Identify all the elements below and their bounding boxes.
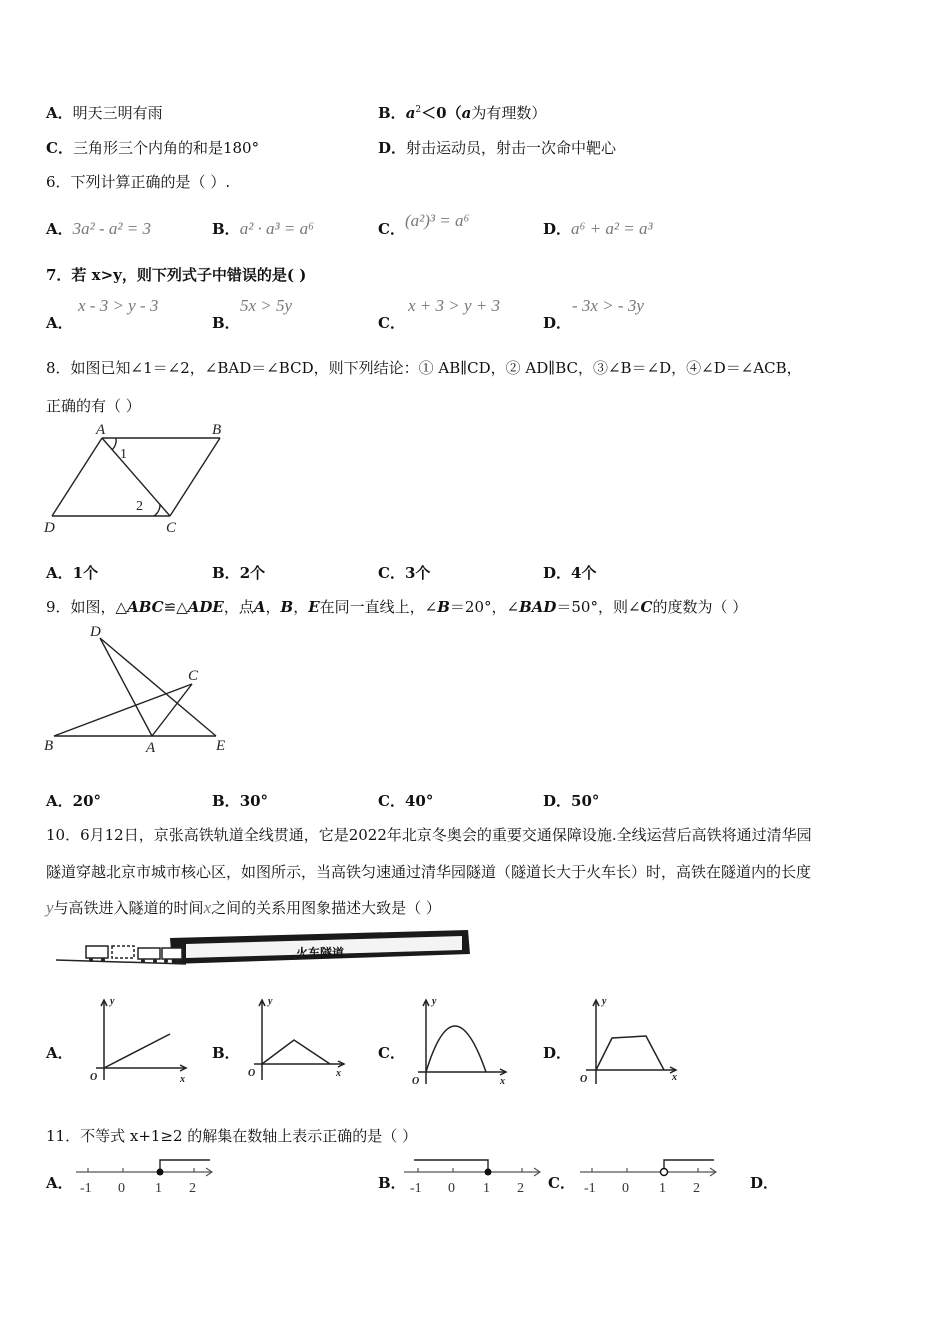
axis-y: y	[602, 996, 607, 1007]
option-letter: C．	[378, 220, 405, 238]
option-text: 30°	[239, 792, 269, 810]
option-letter: C．	[378, 564, 405, 582]
q10-graph-d	[576, 996, 686, 1088]
stem-text: 在同一直线上，∠	[319, 598, 438, 616]
option-text: 2个	[239, 564, 266, 582]
tick-label: 0	[448, 1181, 455, 1196]
q8-option-b	[212, 562, 265, 583]
tick-label: 1	[659, 1181, 666, 1196]
stem-text: ，	[293, 598, 309, 616]
q7-option-a-letter: A．	[46, 314, 73, 332]
segment-da	[52, 438, 102, 516]
option-letter: C．	[378, 792, 405, 810]
option-letter: D．	[543, 564, 572, 582]
stem-text: 9．如图，	[46, 598, 116, 616]
q11-option-c-letter: C．	[548, 1174, 575, 1192]
q11-option-d-letter: D．	[750, 1174, 779, 1192]
graph-curve	[426, 1026, 486, 1072]
origin: O	[248, 1068, 256, 1079]
q11-option-a-letter: A．	[46, 1174, 73, 1192]
q10-graph-a	[86, 996, 196, 1088]
q8-parallelogram-figure	[40, 420, 230, 538]
stem-text: ，点	[223, 598, 254, 616]
q9-stem	[46, 596, 747, 617]
train-car-2	[112, 946, 134, 958]
q11-number-line-b	[402, 1154, 548, 1198]
q9-option-a	[46, 790, 101, 811]
angle-bad: BAD	[519, 598, 557, 616]
q10-option-b-letter: B．	[212, 1044, 240, 1062]
graph-line	[262, 1040, 330, 1064]
option-letter: B．	[212, 564, 240, 582]
q7-option-a-expression: x - 3 > y - 3	[78, 296, 159, 315]
option-letter: A．	[46, 792, 73, 810]
triangle-abc: △ABC	[115, 598, 164, 616]
stem-text: ＝50°，则∠	[556, 598, 641, 616]
angle-1-arc	[112, 438, 116, 450]
graph-line	[104, 1034, 170, 1068]
point-a: A	[253, 598, 266, 616]
solution-ray	[414, 1160, 488, 1172]
q8-option-c	[378, 562, 430, 583]
option-text: 50°	[571, 792, 600, 810]
origin: O	[412, 1076, 420, 1087]
label-c: C	[166, 520, 177, 536]
tick-label: 1	[155, 1181, 162, 1196]
q10-stem-line2: 隧道穿越北京市城市核心区，如图所示，当高铁匀速通过清华园隧道（隧道长大于火车长）时，高铁在隧道内的长度	[46, 863, 812, 881]
var-a: a	[461, 104, 472, 122]
tick-label: 0	[622, 1181, 629, 1196]
stem-text: ，	[265, 598, 281, 616]
q11-number-line-a	[74, 1154, 220, 1198]
origin: O	[90, 1072, 98, 1083]
q7-option-b-expression: 5x > 5y	[240, 296, 293, 315]
angle-2-arc	[154, 504, 160, 516]
axis-x: x	[336, 1068, 341, 1079]
segment-bc	[170, 438, 220, 516]
option-text: 20°	[72, 792, 102, 810]
option-letter: D．	[378, 139, 407, 157]
q9-option-d	[543, 790, 599, 811]
q8-stem-line1: 8．如图已知∠1＝∠2，∠BAD＝∠BCD，则下列结论：① AB∥CD，② AD∥BC，③∠B＝∠D，④∠D＝∠ACB，	[46, 359, 802, 377]
q10-stem-line3	[46, 897, 441, 918]
q10-option-a-letter: A．	[46, 1044, 73, 1062]
label-a: A	[96, 422, 106, 438]
q5-option-b	[378, 102, 546, 123]
q7-option-b-letter: B．	[212, 314, 240, 332]
option-text: 三角形三个内角的和是180°	[72, 139, 260, 157]
angle-b: B	[437, 598, 450, 616]
q6-option-d	[543, 218, 653, 239]
label-b: B	[212, 422, 222, 438]
segment-da	[100, 638, 152, 736]
option-expression: 3a² - a² = 3	[72, 219, 151, 238]
option-letter: B．	[212, 220, 240, 238]
option-text: 明天三明有雨	[72, 104, 163, 122]
tick-label: 1	[483, 1181, 490, 1196]
option-letter: B．	[212, 792, 240, 810]
solution-ray	[664, 1160, 714, 1168]
open-endpoint	[661, 1169, 668, 1176]
tick-label: 0	[118, 1181, 125, 1196]
closed-endpoint	[157, 1169, 164, 1176]
q11-number-line-c	[578, 1154, 724, 1198]
q8-stem-line2: 正确的有（ ）	[46, 397, 141, 415]
q7-option-c-expression: x + 3 > y + 3	[408, 296, 501, 315]
tick-label: 2	[693, 1181, 700, 1196]
tick-label: -1	[80, 1181, 92, 1196]
train-car-4	[162, 948, 182, 959]
axis-y: y	[432, 996, 437, 1007]
option-letter: A．	[46, 564, 73, 582]
triangle-ade: △ADE	[176, 598, 224, 616]
label-angle-2: 2	[136, 499, 143, 514]
origin: O	[580, 1074, 588, 1085]
option-expression: a² · a³ = a⁶	[239, 219, 315, 238]
q7-option-c-letter: C．	[378, 314, 405, 332]
point-b: B	[280, 598, 294, 616]
option-text: ＜0（	[421, 104, 462, 122]
option-text: 射击运动员，射击一次命中靶心	[406, 139, 617, 157]
option-letter: A．	[46, 220, 73, 238]
label-b: B	[44, 738, 54, 754]
var-y: y	[46, 898, 54, 917]
q9-triangle-figure	[40, 622, 240, 758]
axis-y: y	[110, 996, 115, 1007]
q7-option-d-expression: - 3x > - 3y	[572, 296, 644, 315]
option-text: 40°	[404, 792, 434, 810]
tick-label: 2	[517, 1181, 524, 1196]
stem-text: 与高铁进入隧道的时间	[53, 899, 204, 917]
tick-label: -1	[584, 1181, 596, 1196]
option-text: 为有理数）	[471, 104, 547, 122]
graph-line	[596, 1036, 664, 1070]
train-car-1	[86, 946, 108, 958]
q7-stem: 7．若 x>y，则下列式子中错误的是( )	[46, 266, 307, 284]
q6-stem: 6．下列计算正确的是（ ）.	[46, 173, 231, 191]
label-angle-1: 1	[120, 447, 127, 462]
label-d: D	[90, 624, 101, 640]
tick-label: 2	[189, 1181, 196, 1196]
angle-c: C	[640, 598, 653, 616]
q6-option-a	[46, 218, 151, 239]
q5-option-c	[46, 137, 259, 158]
segment-de	[100, 638, 216, 736]
option-letter: B．	[378, 104, 406, 122]
axis-x: x	[180, 1074, 185, 1085]
q6-option-c	[378, 210, 470, 238]
q6-option-b	[212, 218, 314, 239]
point-e: E	[308, 598, 320, 616]
stem-text: 的度数为（ ）	[652, 598, 748, 616]
q10-stem-line1: 10．6月12日，京张高铁轨道全线贯通，它是2022年北京冬奥会的重要交通保障设施.全线运营后高铁将通过清华园	[46, 826, 812, 844]
option-letter: D．	[543, 220, 572, 238]
q10-option-d-letter: D．	[543, 1044, 572, 1062]
closed-endpoint	[485, 1169, 492, 1176]
stem-text: ＝20°，∠	[449, 598, 520, 616]
tunnel-label: 火车隧道	[296, 946, 345, 960]
q9-option-b	[212, 790, 268, 811]
q7-option-d-letter: D．	[543, 314, 572, 332]
option-text: 1个	[72, 564, 99, 582]
q10-option-c-letter: C．	[378, 1044, 405, 1062]
option-letter: A．	[46, 104, 73, 122]
option-text: 3个	[404, 564, 431, 582]
label-e: E	[216, 738, 226, 754]
q11-option-b-letter: B．	[378, 1174, 406, 1192]
congruent-symbol: ≌	[163, 598, 177, 616]
option-letter: D．	[543, 792, 572, 810]
exponent: 2	[415, 105, 422, 115]
label-a: A	[146, 740, 156, 756]
var-x: x	[203, 898, 212, 917]
axis-y: y	[268, 996, 273, 1007]
option-text: 4个	[571, 564, 597, 582]
tick-label: -1	[410, 1181, 422, 1196]
q10-train-tunnel-figure	[56, 926, 472, 970]
axis-x: x	[500, 1076, 505, 1087]
q5-option-a	[46, 102, 163, 123]
q10-graph-b	[240, 996, 350, 1088]
axis-x: x	[672, 1072, 677, 1083]
stem-text: 之间的关系用图象描述大致是（ ）	[211, 899, 441, 917]
var-a: a	[405, 104, 416, 122]
train-car-3	[138, 948, 160, 959]
solution-ray	[160, 1160, 210, 1172]
q11-stem: 11．不等式 x+1≥2 的解集在数轴上表示正确的是（ ）	[46, 1127, 418, 1145]
q8-option-d	[543, 562, 596, 583]
option-letter: C．	[46, 139, 73, 157]
q10-graph-c	[404, 996, 514, 1088]
option-expression: (a²)³ = a⁶	[404, 211, 470, 230]
option-expression: a⁶ + a² = a³	[571, 219, 653, 238]
q9-option-c	[378, 790, 433, 811]
label-c: C	[188, 668, 199, 684]
q5-option-d	[378, 137, 616, 158]
label-d: D	[44, 520, 55, 536]
q8-option-a	[46, 562, 98, 583]
